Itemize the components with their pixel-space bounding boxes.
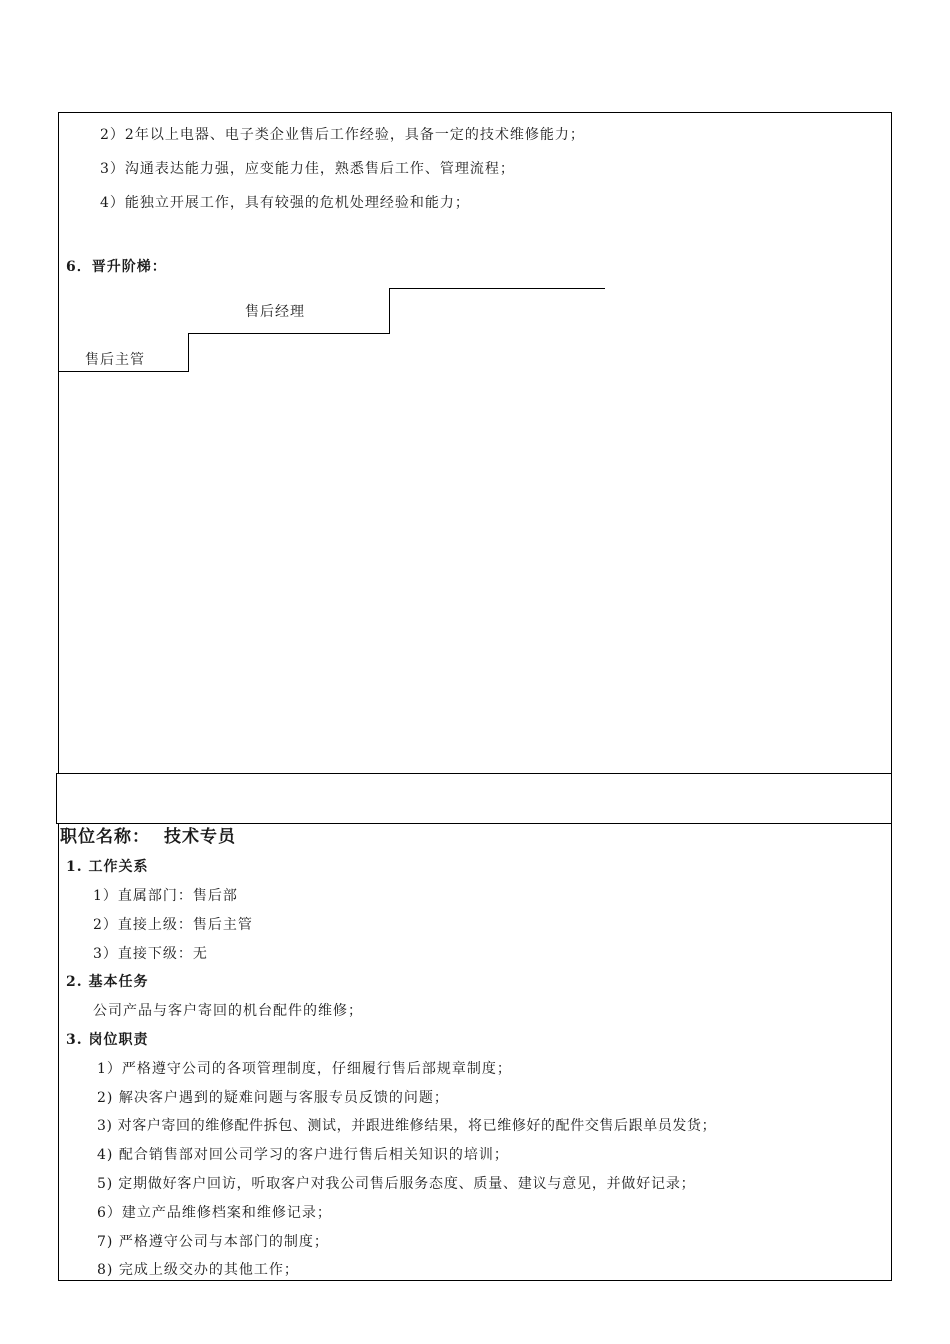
ladder-riser-2 [389,288,390,334]
duty-item-6: 6）建立产品维修档案和维修记录； [97,1205,332,1221]
ladder-mid-step [188,333,389,334]
position-title-value: 技术专员 [164,827,236,847]
position-title [60,826,236,848]
duties-heading: 3. 岗位职责 [66,1032,149,1048]
duty-item-7: 7) 严格遵守公司与本部门的制度； [97,1234,329,1250]
duty-item-5: 5) 定期做好客户回访，听取客户对我公司售后服务态度、质量、建议与意见，并做好记录； [97,1176,696,1192]
duty-item-8: 8) 完成上级交办的其他工作； [97,1262,299,1278]
basic-task-heading: 2. 基本任务 [66,974,149,990]
duty-item-1: 1）严格遵守公司的各项管理制度，仔细履行售后部规章制度； [97,1061,512,1077]
position-title-label: 职位名称： [60,827,150,847]
req-item-4: 4）能独立开展工作，具有较强的危机处理经验和能力； [100,195,470,211]
work-relation-item-2: 2）直接上级：售后主管 [93,917,253,933]
basic-task-text: 公司产品与客户寄回的机台配件的维修； [93,1003,363,1019]
ladder-label-supervisor: 售后主管 [85,352,145,368]
duty-item-2: 2) 解决客户遇到的疑难问题与客服专员反馈的问题； [97,1090,449,1106]
duty-item-4: 4) 配合销售部对回公司学习的客户进行售后相关知识的培训； [97,1147,509,1163]
ladder-label-manager: 售后经理 [245,304,305,320]
empty-row [56,773,892,824]
promotion-heading: 6．晋升阶梯： [66,259,167,275]
work-relation-heading: 1. 工作关系 [66,859,149,875]
ladder-top-step [389,288,605,289]
req-item-2: 2）2年以上电器、电子类企业售后工作经验，具备一定的技术维修能力； [100,127,585,143]
req-item-3: 3）沟通表达能力强，应变能力佳，熟悉售后工作、管理流程； [100,161,515,177]
ladder-low-step [58,371,188,372]
work-relation-item-3: 3）直接下级：无 [93,946,208,962]
work-relation-item-1: 1）直属部门：售后部 [93,888,238,904]
ladder-riser-1 [188,333,189,372]
duty-item-3: 3) 对客户寄回的维修配件拆包、测试，并跟进维修结果，将已维修好的配件交售后跟单员发货； [97,1118,717,1134]
